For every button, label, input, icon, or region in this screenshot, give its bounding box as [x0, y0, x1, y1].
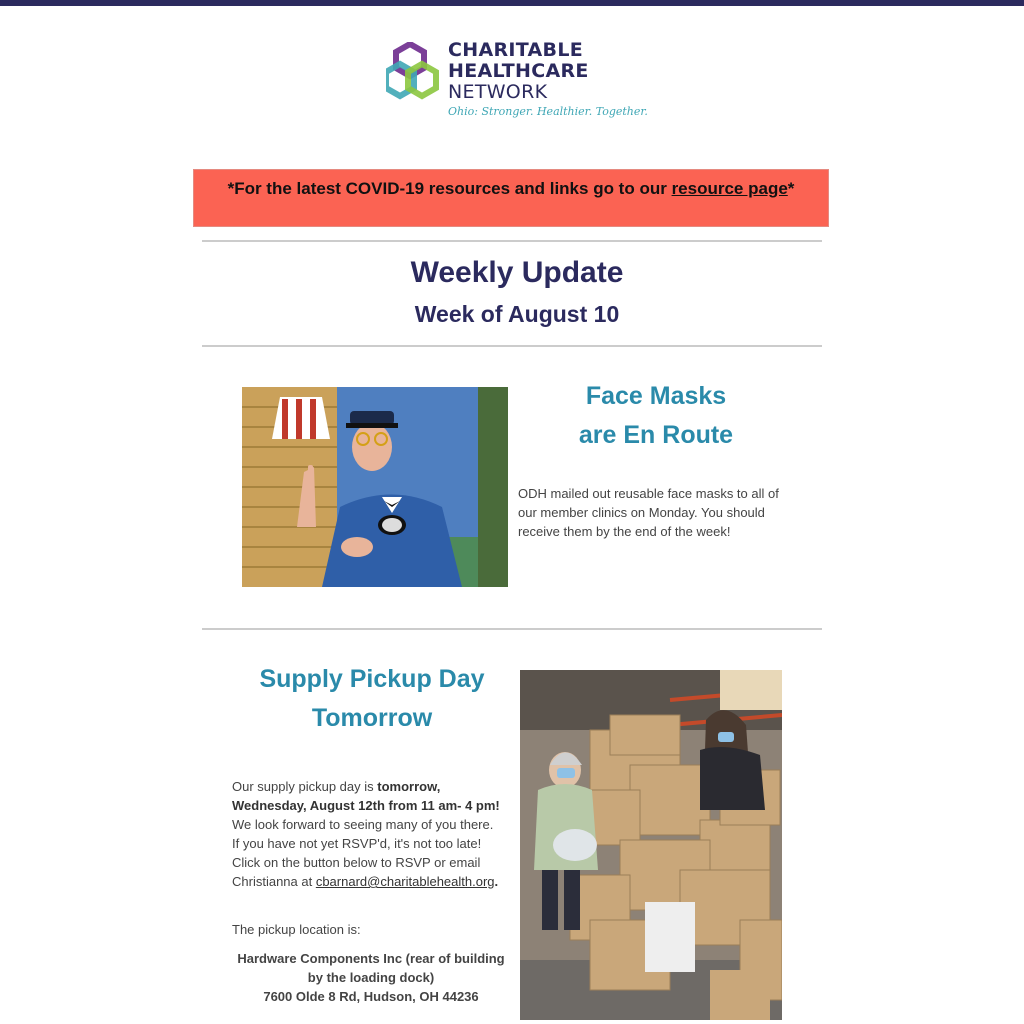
- pickup-text-1: Our supply pickup day is: [232, 779, 378, 794]
- pickup-location-label: The pickup location is:: [232, 922, 361, 937]
- logo-tagline: Ohio: Stronger. Healthier. Together.: [448, 105, 648, 118]
- mailman-photo: [242, 387, 508, 587]
- interlocked-hexagons-logo: [386, 42, 442, 102]
- divider-sections: [202, 628, 822, 630]
- divider-header: [202, 345, 822, 347]
- face-masks-body: ODH mailed out reusable face masks to all of our member clinics on Monday. You should receive them by the end of the week!: [518, 486, 779, 539]
- covid-resources-banner: [193, 169, 829, 227]
- warehouse-photo: [520, 670, 782, 1020]
- top-accent-bar: [0, 0, 1024, 6]
- pickup-location-line-1: Hardware Components Inc (rear of building by the loading dock): [237, 951, 505, 985]
- face-masks-heading-line-1: Face Masks: [585, 382, 727, 410]
- supply-pickup-heading: [232, 660, 512, 738]
- banner-suffix: *: [787, 179, 795, 198]
- resource-page-link[interactable]: resource page: [671, 179, 788, 198]
- face-masks-heading: [518, 377, 794, 455]
- supply-pickup-heading-line-1: Supply Pickup Day: [259, 665, 485, 693]
- supply-pickup-body: [232, 777, 502, 891]
- face-masks-heading-line-2: are En Route: [578, 421, 734, 449]
- logo-line-1: CHARITABLE: [448, 39, 584, 61]
- pickup-location: [232, 949, 510, 1006]
- logo-line-2: HEALTHCARE: [448, 60, 589, 82]
- supply-pickup-heading-line-2: Tomorrow: [311, 704, 433, 732]
- banner-text: [228, 179, 795, 199]
- page-subtitle: Week of August 10: [414, 301, 620, 327]
- logo-wordmark: [448, 40, 589, 103]
- logo[interactable]: [386, 39, 648, 124]
- pickup-text-end: .: [494, 874, 499, 889]
- banner-prefix: *For the latest COVID-19 resources and links go to our: [227, 179, 672, 198]
- logo-line-3: NETWORK: [448, 81, 548, 103]
- divider-top: [202, 240, 822, 242]
- email-link[interactable]: cbarnard@charitablehealth.org: [315, 874, 495, 889]
- pickup-date-bold: tomorrow, Wednesday, August 12th from 11 am- 4 pm!: [232, 779, 500, 813]
- pickup-location-line-2: 7600 Olde 8 Rd, Hudson, OH 44236: [263, 989, 479, 1004]
- page-title: Weekly Update: [410, 256, 624, 289]
- pickup-text-2: We look forward to seeing many of you there. If you have not yet RSVP'd, it's not too late! Click on the button below to RSVP or email Christianna at: [232, 817, 494, 889]
